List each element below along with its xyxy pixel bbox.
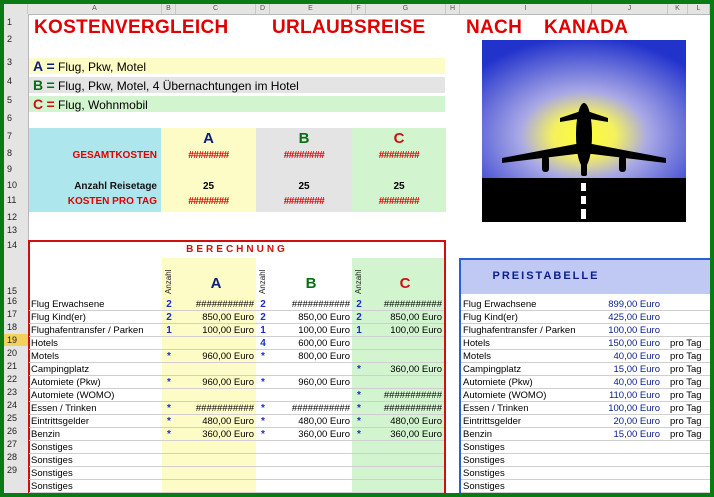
anzahl-b-cell[interactable]: 2 <box>260 312 266 323</box>
preis-row-label: Sonstiges <box>463 468 505 479</box>
gesamtkosten-b: ######## <box>283 150 325 161</box>
betrag-a-cell: 960,00 Euro <box>202 351 254 362</box>
anzahl-a-header: Anzahl <box>164 269 173 294</box>
betrag-c-cell: 100,00 Euro <box>390 325 442 336</box>
preis-value-cell[interactable]: 20,00 Euro <box>613 416 660 427</box>
anzahl-b-cell[interactable]: 1 <box>260 325 266 336</box>
preis-unit-cell: pro Tag <box>670 403 702 414</box>
kosten-pro-tag-c: ######## <box>378 196 420 207</box>
anzahl-c-cell[interactable]: 2 <box>356 299 362 310</box>
gesamtkosten-c: ######## <box>378 150 420 161</box>
preis-value-cell[interactable]: 15,00 Euro <box>613 364 660 375</box>
reisetage-a[interactable]: 25 <box>202 181 215 192</box>
betrag-c-cell: 850,00 Euro <box>390 312 442 323</box>
row-number[interactable]: 9 <box>7 164 13 174</box>
row-number[interactable]: 13 <box>7 225 18 235</box>
anzahl-b-cell[interactable]: * <box>261 351 265 362</box>
anzahl-c-cell[interactable]: * <box>357 390 361 401</box>
col-header-h[interactable]: H <box>446 4 460 14</box>
berechnung-row-label: Flug Kind(er) <box>31 312 86 323</box>
option-a-text: Flug, Pkw, Motel <box>58 60 147 74</box>
col-header-f[interactable]: F <box>352 4 366 14</box>
anzahl-c-cell[interactable]: * <box>357 403 361 414</box>
col-header-d[interactable]: D <box>256 4 270 14</box>
preis-row-label: Benzin <box>463 429 493 440</box>
select-all-corner[interactable] <box>4 4 28 14</box>
row-number[interactable]: 16 <box>7 296 18 306</box>
preis-unit-cell: pro Tag <box>670 338 702 349</box>
preis-row-label: Flug Kind(er) <box>463 312 518 323</box>
preis-unit-cell: pro Tag <box>670 416 702 427</box>
summary-header-c: C <box>393 130 405 147</box>
betrag-b-cell: 850,00 Euro <box>298 312 350 323</box>
gesamtkosten-a: ######## <box>188 150 229 161</box>
betrag-c-cell: 360,00 Euro <box>390 364 442 375</box>
row-number[interactable]: 14 <box>7 240 18 250</box>
betrag-b-cell: 480,00 Euro <box>298 416 350 427</box>
anzahl-b-cell[interactable]: * <box>261 403 265 414</box>
betrag-a-cell: 850,00 Euro <box>202 312 254 323</box>
anzahl-b-cell[interactable]: 2 <box>260 299 266 310</box>
col-header-c[interactable]: C <box>176 4 256 14</box>
berechnung-row-label: Eintrittsgelder <box>31 416 90 427</box>
preis-row-label: Essen / Trinken <box>463 403 529 414</box>
anzahl-c-cell[interactable]: * <box>357 416 361 427</box>
option-a-row <box>29 58 445 74</box>
column-header-bar <box>4 4 710 15</box>
option-c-letter: C <box>33 96 44 112</box>
preis-row-label: Eintrittsgelder <box>463 416 522 427</box>
anzahl-b-header: Anzahl <box>258 269 267 294</box>
col-header-b[interactable]: B <box>162 4 176 14</box>
berechnung-row-label: Campingplatz <box>31 364 90 375</box>
reisetage-c[interactable]: 25 <box>393 181 405 192</box>
berechnung-row-label: Motels <box>31 351 59 362</box>
option-c-text: Flug, Wohnmobil <box>58 98 148 112</box>
col-header-k[interactable]: K <box>668 4 688 14</box>
berechnung-row-label: Benzin <box>31 429 61 440</box>
reisetage-label: Anzahl Reisetage <box>74 181 157 192</box>
row-number[interactable]: 15 <box>7 286 18 296</box>
anzahl-c-cell[interactable]: 2 <box>356 312 362 323</box>
preis-row-label: Automiete (WOMO) <box>463 390 547 401</box>
preis-value-cell[interactable]: 425,00 Euro <box>608 312 660 323</box>
kosten-pro-tag-label: KOSTEN PRO TAG <box>67 196 157 207</box>
option-b-letter: B <box>33 77 44 93</box>
option-c-row <box>29 96 445 112</box>
preis-value-cell[interactable]: 15,00 Euro <box>613 429 660 440</box>
preis-unit-cell: pro Tag <box>670 429 702 440</box>
preis-row-label: Campingplatz <box>463 364 522 375</box>
anzahl-a-cell[interactable]: * <box>167 377 171 388</box>
berechnung-header-b: B <box>305 275 317 292</box>
betrag-b-cell: 600,00 Euro <box>298 338 350 349</box>
betrag-b-cell: 100,00 Euro <box>298 325 350 336</box>
preis-row-label: Flug Erwachsene <box>463 299 537 310</box>
row-number[interactable]: 25 <box>7 413 18 423</box>
anzahl-b-cell[interactable]: * <box>261 416 265 427</box>
anzahl-a-cell[interactable]: * <box>167 403 171 414</box>
preis-value-cell[interactable]: 110,00 Euro <box>608 390 660 401</box>
betrag-a-cell: 100,00 Euro <box>202 325 254 336</box>
row-header-bar <box>4 14 29 493</box>
summary-header-b: B <box>298 130 310 147</box>
col-header-e[interactable]: E <box>270 4 352 14</box>
betrag-a-cell: ########### <box>195 299 254 310</box>
row-number[interactable]: 11 <box>7 195 17 205</box>
betrag-a-cell: 960,00 Euro <box>202 377 254 388</box>
row-number[interactable]: 26 <box>7 426 18 436</box>
anzahl-c-cell[interactable]: 1 <box>356 325 362 336</box>
anzahl-a-cell[interactable]: * <box>167 416 171 427</box>
row-number[interactable]: 1 <box>7 17 13 27</box>
row-number[interactable]: 27 <box>7 439 18 449</box>
betrag-c-cell: ########### <box>383 403 442 414</box>
berechnung-row-label: Flughafentransfer / Parken <box>31 325 144 336</box>
preis-value-cell[interactable]: 150,00 Euro <box>608 338 660 349</box>
betrag-c-cell: 360,00 Euro <box>390 429 442 440</box>
berechnung-header-a: A <box>210 275 222 292</box>
berechnung-row-label: Flug Erwachsene <box>31 299 105 310</box>
preis-row-label: Sonstiges <box>463 442 505 453</box>
title-word-4: KANADA <box>544 17 629 38</box>
anzahl-a-cell[interactable]: * <box>167 429 171 440</box>
title-word-1: KOSTENVERGLEICH <box>34 17 229 38</box>
row-number[interactable]: 29 <box>7 465 18 475</box>
row-number[interactable]: 21 <box>7 361 18 371</box>
row-number[interactable]: 22 <box>7 374 18 384</box>
row-number[interactable]: 20 <box>7 348 18 358</box>
spreadsheet-window <box>4 4 710 493</box>
betrag-b-cell: ########### <box>291 403 350 414</box>
gesamtkosten-label: GESAMTKOSTEN <box>72 150 157 161</box>
row-number[interactable]: 6 <box>7 113 13 123</box>
preis-row-label: Automiete (Pkw) <box>463 377 533 388</box>
preis-value-cell[interactable]: 40,00 Euro <box>613 377 660 388</box>
preis-row-label: Hotels <box>463 338 490 349</box>
preis-unit-cell: pro Tag <box>670 351 702 362</box>
preis-value-cell[interactable]: 40,00 Euro <box>613 351 660 362</box>
anzahl-a-cell[interactable]: * <box>167 351 171 362</box>
row-number[interactable]: 12 <box>7 212 18 222</box>
berechnung-row-label: Automiete (Pkw) <box>31 377 101 388</box>
berechnung-row-label: Sonstiges <box>31 468 73 479</box>
title-word-2: URLAUBSREISE <box>272 17 426 38</box>
berechnung-row-label: Sonstiges <box>31 455 73 466</box>
col-header-g[interactable]: G <box>366 4 446 14</box>
reisetage-b[interactable]: 25 <box>298 181 310 192</box>
preis-unit-cell: pro Tag <box>670 364 702 375</box>
kosten-pro-tag-a: ######## <box>188 196 229 207</box>
row-number[interactable]: 5 <box>7 95 13 105</box>
row-number[interactable]: 7 <box>7 131 13 141</box>
option-a-letter: A <box>33 58 44 74</box>
col-header-l[interactable]: L <box>688 4 710 14</box>
airplane-sunset-icon <box>482 40 686 222</box>
anzahl-a-cell[interactable]: 2 <box>166 299 172 310</box>
col-header-a[interactable]: A <box>28 4 162 14</box>
preis-value-cell[interactable]: 899,00 Euro <box>608 299 660 310</box>
row-number[interactable]: 23 <box>7 387 18 397</box>
option-b-row <box>29 77 445 93</box>
preis-row-label: Sonstiges <box>463 481 505 492</box>
col-header-j[interactable]: J <box>592 4 668 14</box>
betrag-c-cell: 480,00 Euro <box>390 416 442 427</box>
preistabelle-title: PREISTABELLE <box>492 270 600 282</box>
kosten-pro-tag-b: ######## <box>283 196 325 207</box>
berechnung-header-c: C <box>399 275 411 292</box>
berechnung-row-label: Essen / Trinken <box>31 403 97 414</box>
preis-row-label: Motels <box>463 351 491 362</box>
preis-row-label: Flughafentransfer / Parken <box>463 325 576 336</box>
anzahl-c-cell[interactable]: * <box>357 364 361 375</box>
anzahl-b-cell[interactable]: 4 <box>260 338 266 349</box>
row-number[interactable]: 8 <box>7 148 13 158</box>
berechnung-row-label: Automiete (WOMO) <box>31 390 115 401</box>
betrag-a-cell: 360,00 Euro <box>202 429 254 440</box>
betrag-c-cell: ########### <box>383 299 442 310</box>
anzahl-b-cell[interactable]: * <box>261 377 265 388</box>
row-number[interactable]: 2 <box>7 34 13 44</box>
betrag-b-cell: ########### <box>291 299 350 310</box>
betrag-a-cell: ########### <box>195 403 254 414</box>
row-number[interactable]: 28 <box>7 452 18 462</box>
preis-unit-cell: pro Tag <box>670 390 702 401</box>
betrag-c-cell: ########### <box>383 390 442 401</box>
anzahl-a-cell[interactable]: 2 <box>166 312 172 323</box>
betrag-b-cell: 960,00 Euro <box>298 377 350 388</box>
anzahl-a-cell[interactable]: 1 <box>166 325 172 336</box>
option-c-eq: = <box>46 96 55 112</box>
option-b-eq: = <box>46 77 55 93</box>
berechnung-title: BERECHNUNG <box>186 244 288 255</box>
title-word-3: NACH <box>466 17 523 38</box>
row-number[interactable]: 3 <box>7 57 13 67</box>
col-header-i[interactable]: I <box>460 4 592 14</box>
preis-value-cell[interactable]: 100,00 Euro <box>608 403 660 414</box>
betrag-b-cell: 360,00 Euro <box>298 429 350 440</box>
row-number[interactable]: 19 <box>4 334 28 346</box>
row-number[interactable]: 17 <box>7 309 18 319</box>
preis-row-label: Sonstiges <box>463 455 505 466</box>
row-number[interactable]: 4 <box>7 76 13 86</box>
betrag-a-cell: 480,00 Euro <box>202 416 254 427</box>
row-number[interactable]: 24 <box>7 400 18 410</box>
berechnung-row-label: Hotels <box>31 338 58 349</box>
row-number[interactable]: 18 <box>7 322 18 332</box>
betrag-b-cell: 800,00 Euro <box>298 351 350 362</box>
row-number[interactable]: 10 <box>7 180 18 190</box>
option-a-eq: = <box>46 58 55 74</box>
berechnung-row-label: Sonstiges <box>31 442 73 453</box>
anzahl-c-cell[interactable]: * <box>357 429 361 440</box>
option-b-text: Flug, Pkw, Motel, 4 Übernachtungen im Hotel <box>58 79 299 93</box>
berechnung-row-label: Sonstiges <box>31 481 73 492</box>
preis-unit-cell: pro Tag <box>670 377 702 388</box>
anzahl-b-cell[interactable]: * <box>261 429 265 440</box>
summary-header-a: A <box>203 130 214 147</box>
anzahl-c-header: Anzahl <box>354 269 363 294</box>
preis-value-cell[interactable]: 100,00 Euro <box>608 325 660 336</box>
